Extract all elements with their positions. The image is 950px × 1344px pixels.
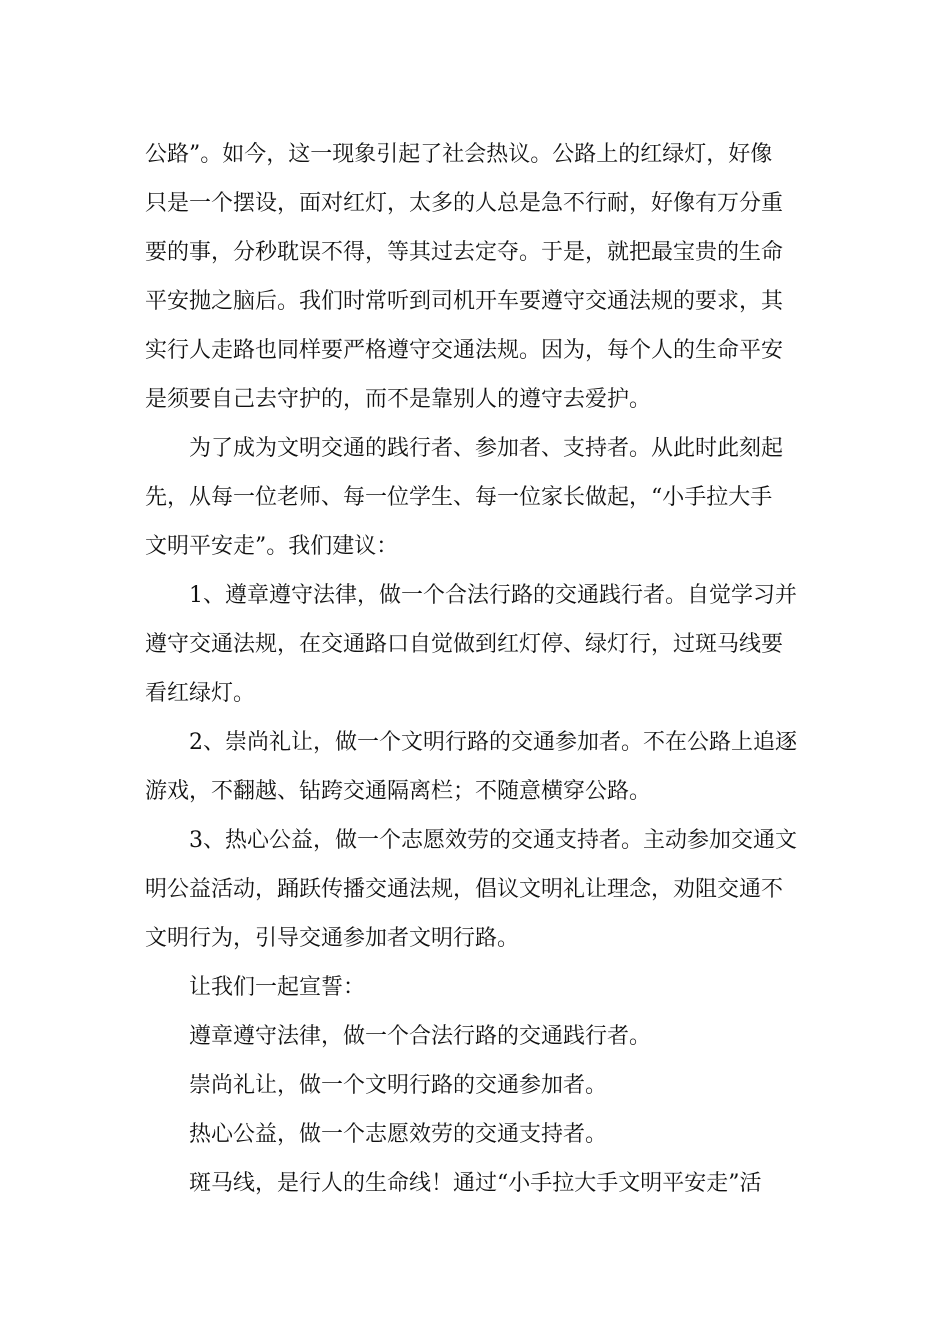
oath-line: 崇尚礼让，做一个文明行路的交通参加者。	[189, 1073, 608, 1098]
text-line: 文明平安走”。我们建议：	[145, 534, 399, 559]
body-text	[145, 130, 807, 1208]
oath-intro: 让我们一起宣誓：	[189, 975, 366, 1000]
text-line: 明公益活动，踊跃传播交通法规，倡议文明礼让理念，劝阻交通不	[145, 877, 784, 902]
text-line: 游戏，不翻越、钻跨交通隔离栏；不随意横穿公路。	[145, 779, 652, 804]
text-line: 遵守交通法规，在交通路口自觉做到红灯停、绿灯行，过斑马线要	[145, 632, 784, 657]
oath-line: 热心公益，做一个志愿效劳的交通支持者。	[189, 1122, 608, 1147]
text-line: 公路”。如今，这一现象引起了社会热议。公路上的红绿灯，好像	[145, 142, 773, 167]
text-line: 文明行为，引导交通参加者文明行路。	[145, 926, 520, 951]
text-line: 看红绿灯。	[145, 681, 256, 706]
oath-line: 遵章遵守法律，做一个合法行路的交通践行者。	[189, 1024, 652, 1049]
text-line: 斑马线，是行人的生命线！通过“小手拉大手文明平安走”活	[189, 1171, 762, 1196]
text-line: 先，从每一位老师、每一位学生、每一位家长做起，“小手拉大手	[145, 485, 773, 510]
text-line: 只是一个摆设，面对红灯，太多的人总是急不行耐，好像有万分重	[145, 191, 784, 216]
list-item-3: 3、热心公益，做一个志愿效劳的交通支持者。主动参加交通文	[189, 828, 797, 853]
text-line: 平安抛之脑后。我们时常听到司机开车要遵守交通法规的要求，其	[145, 289, 784, 314]
text-line: 要的事，分秒耽误不得，等其过去定夺。于是，就把最宝贵的生命	[145, 240, 784, 265]
text-line: 实行人走路也同样要严格遵守交通法规。因为，每个人的生命平安	[145, 338, 784, 363]
list-item-2: 2、崇尚礼让，做一个文明行路的交通参加者。不在公路上追逐	[189, 730, 797, 755]
text-line: 为了成为文明交通的践行者、参加者、支持者。从此时此刻起	[189, 436, 784, 461]
text-line: 是须要自己去守护的，而不是靠别人的遵守去爱护。	[145, 387, 652, 412]
list-item-1: 1、遵章遵守法律，做一个合法行路的交通践行者。自觉学习并	[189, 583, 797, 608]
